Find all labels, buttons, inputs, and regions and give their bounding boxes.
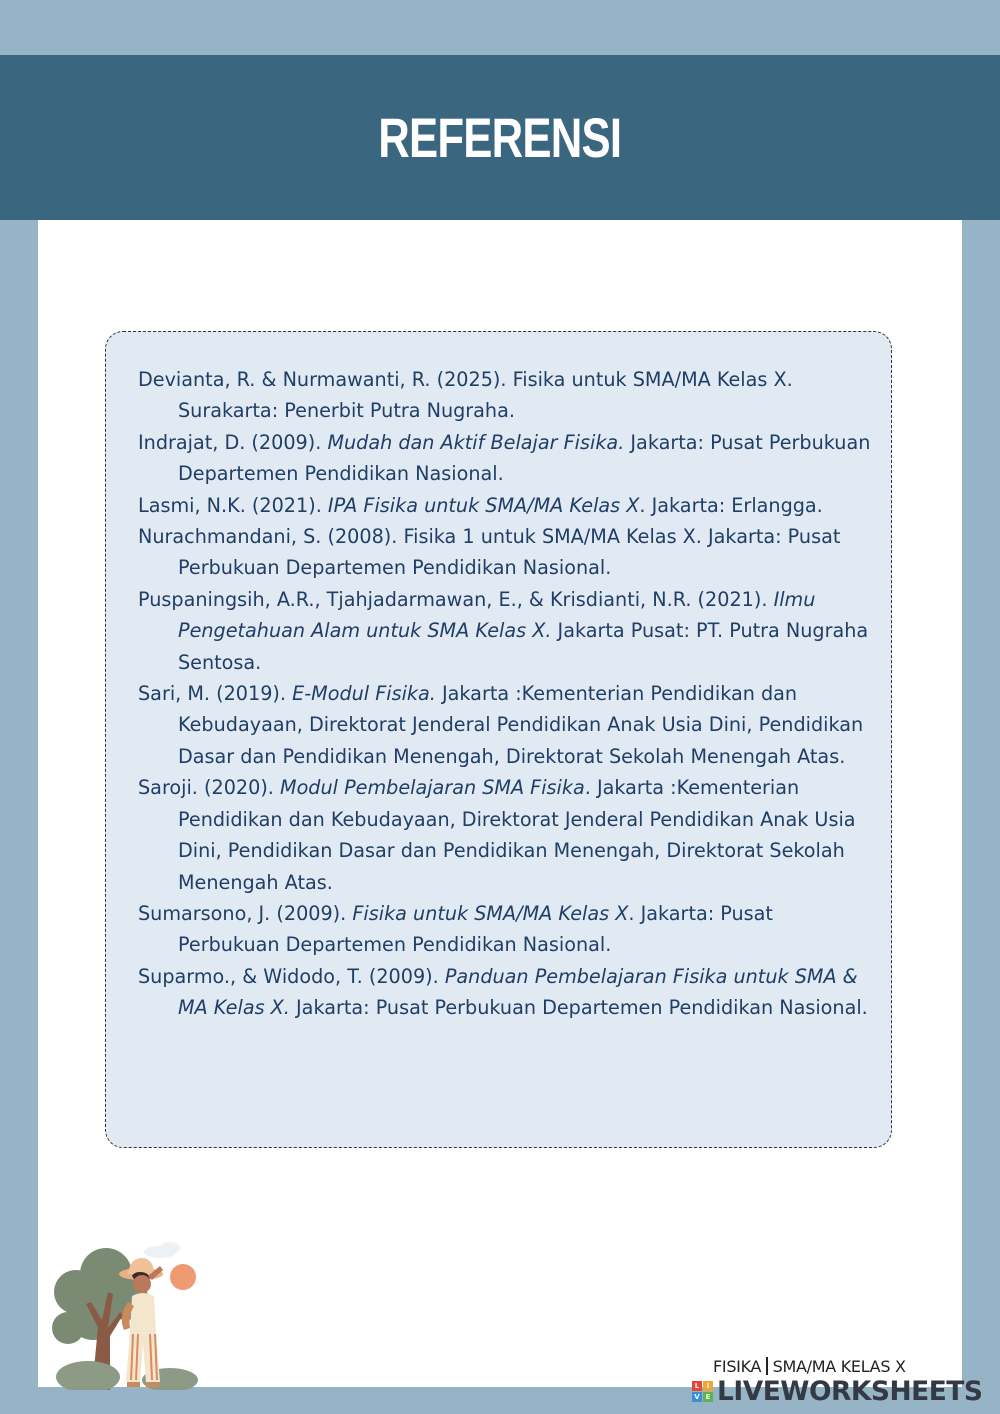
reference-item: Nurachmandani, S. (2008). Fisika 1 untuk SMA/MA Kelas X. Jakarta: Pusat Perbukuan Departemen Pendidikan Nasional. (138, 525, 841, 580)
cloud-decoration (144, 1242, 180, 1258)
liveworksheets-logo[interactable] (692, 1372, 988, 1410)
reference-item: Saroji. (2020). Modul Pembelajaran SMA Fisika. Jakarta :Kementerian Pendidikan dan Kebudayaan, Direktorat Jenderal Pendidikan Anak Usia Dini, Pendidikan Dasar dan Pendidikan Menengah, Direktorat Sekolah Menengah Atas. (138, 776, 856, 894)
reference-item: Sari, M. (2019). E-Modul Fisika. Jakarta :Kementerian Pendidikan dan Kebudayaan, Direktorat Jenderal Pendidikan Anak Usia Dini, Pendidikan Dasar dan Pendidikan Menengah, Direktorat Sekolah Menengah Atas. (138, 682, 864, 768)
header-banner (0, 55, 1000, 220)
reference-list (138, 364, 878, 1024)
liveworksheets-mark-icon: L I V E (692, 1381, 713, 1402)
page-title: REFERENSI (378, 106, 622, 169)
explorer-illustration (48, 1232, 233, 1390)
reference-item: Devianta, R. & Nurmawanti, R. (2025). Fisika untuk SMA/MA Kelas X. Surakarta: Penerbit Putra Nugraha. (138, 368, 793, 423)
sun-icon (170, 1264, 196, 1290)
footer-subject: FISIKA (713, 1357, 762, 1376)
reference-item: Puspaningsih, A.R., Tjahjadarmawan, E., & Krisdianti, N.R. (2021). Ilmu Pengetahuan Alam untuk SMA Kelas X. Jakarta Pusat: PT. Putra Nugraha Sentosa. (138, 587, 869, 674)
reference-item: Sumarsono, J. (2009). Fisika untuk SMA/MA Kelas X. Jakarta: Pusat Perbukuan Departemen Pendidikan Nasional. (138, 901, 773, 957)
traveler-figure (119, 1258, 163, 1387)
reference-item: Indrajat, D. (2009). Mudah dan Aktif Belajar Fisika. Jakarta: Pusat Perbukuan Departemen Pendidikan Nasional. (138, 430, 871, 486)
liveworksheets-wordmark: LIVEWORKSHEETS (717, 1375, 983, 1407)
footer-level: SMA/MA KELAS X (772, 1357, 906, 1376)
reference-item: Lasmi, N.K. (2021). IPA Fisika untuk SMA/MA Kelas X. Jakarta: Erlangga. (138, 493, 823, 517)
reference-item: Suparmo., & Widodo, T. (2009). Panduan Pembelajaran Fisika untuk SMA & MA Kelas X. Jakarta: Pusat Perbukuan Departemen Pendidikan Nasional. (138, 964, 868, 1020)
